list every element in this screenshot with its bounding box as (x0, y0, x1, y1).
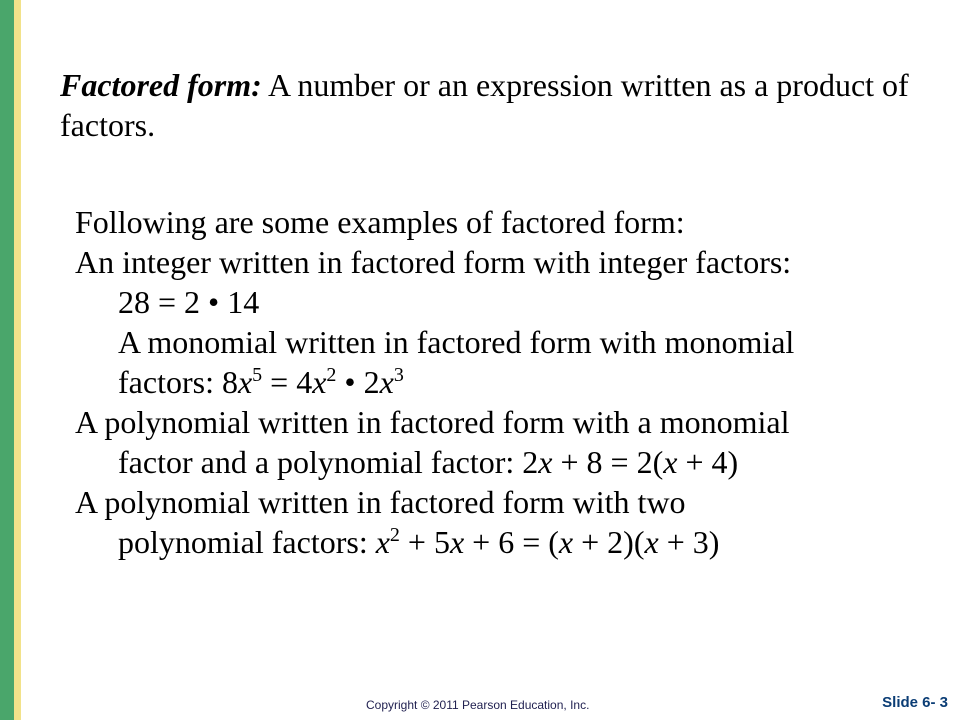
math-variable: x (644, 524, 659, 560)
math-coef: 8 (221, 364, 238, 400)
math-variable: x (663, 444, 678, 480)
monomial-example-line (75, 362, 935, 402)
monomial-factors-label: factors: (118, 364, 222, 400)
math-variable: x (538, 444, 553, 480)
math-exponent: 5 (252, 364, 263, 386)
left-accent-bar-green (0, 0, 14, 720)
math-coef: 2 (363, 364, 380, 400)
math-equals: = (262, 364, 297, 400)
math-part: + 4) (677, 444, 739, 480)
math-variable: x (379, 364, 394, 400)
definition-text: A number or an expression written as a product of factors. (60, 67, 909, 143)
poly-mono-factor-text: factor and a polynomial factor: (118, 444, 523, 480)
integer-example: 28 = 2 • 14 (118, 284, 260, 320)
math-exponent: 3 (393, 364, 404, 386)
poly-mono-example-intro: A polynomial written in factored form with a monomial (75, 404, 790, 440)
monomial-example-intro: A monomial written in factored form with monomial (118, 324, 795, 360)
math-variable: x (375, 524, 390, 560)
math-variable: x (449, 524, 465, 560)
slide-number: Slide 6- 3 (882, 694, 948, 711)
math-exponent: 2 (326, 364, 337, 386)
math-variable: x (558, 524, 574, 560)
math-coef: 4 (296, 364, 313, 400)
math-variable: x (237, 364, 253, 400)
slide-footer (0, 694, 960, 714)
math-part: + 6 = ( (464, 524, 559, 560)
math-part: + 2)( (573, 524, 645, 560)
poly-mono-example-line (75, 442, 935, 482)
examples-intro: Following are some examples of factored form: (75, 204, 685, 240)
examples-block (75, 202, 935, 562)
math-variable: x (312, 364, 327, 400)
poly-poly-factor-text: polynomial factors: (118, 524, 376, 560)
math-part: + 5 (399, 524, 450, 560)
definition-paragraph (60, 65, 920, 145)
math-part: 2 (522, 444, 539, 480)
definition-term: Factored form: (60, 67, 262, 103)
integer-example-intro: An integer written in factored form with integer factors: (75, 244, 792, 280)
math-part: + 3) (658, 524, 720, 560)
poly-poly-example-line (75, 522, 935, 562)
math-part: + 8 = 2( (552, 444, 664, 480)
math-dot: • (336, 364, 364, 400)
poly-poly-example-intro: A polynomial written in factored form with two (75, 484, 686, 520)
math-exponent: 2 (389, 524, 400, 546)
left-accent-bar-yellow (14, 0, 21, 720)
copyright-notice: Copyright © 2011 Pearson Education, Inc. (366, 698, 590, 712)
